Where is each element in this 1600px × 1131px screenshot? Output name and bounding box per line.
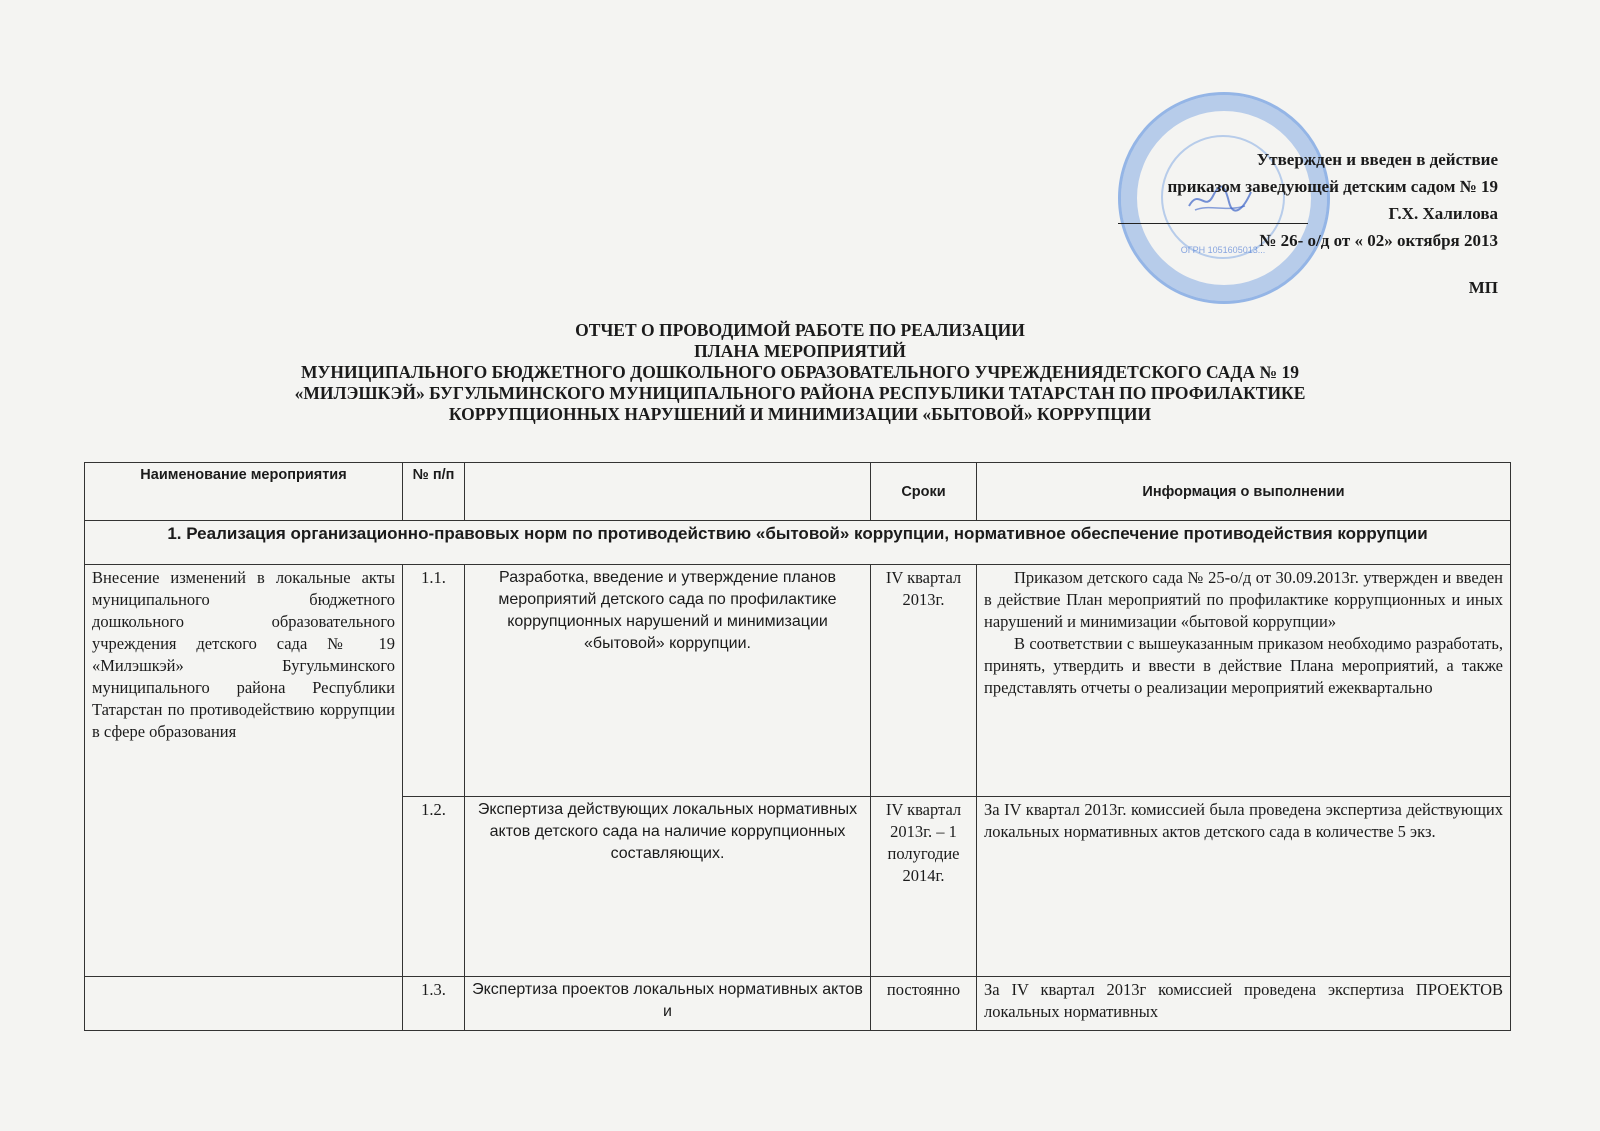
event-name-cell-empty — [85, 977, 403, 1031]
stamp-text: ОГРН 1051605013... — [1180, 245, 1266, 255]
header-event-name: Наименование мероприятия — [85, 463, 403, 521]
approval-line-1: Утвержден и введен в действие — [1256, 150, 1498, 169]
row-info — [977, 565, 1511, 797]
row-terms: IV квартал 2013г. – 1 полугодие 2014г. — [871, 797, 977, 977]
row-num: 1.3. — [403, 977, 465, 1031]
header-terms: Сроки — [871, 463, 977, 521]
row-info: За IV квартал 2013г. комиссией была проведена экспертиза действующих локальных нормативных актов детского сада в количестве 5 экз. — [977, 797, 1511, 977]
row-name: Экспертиза действующих локальных нормативных актов детского сада на наличие коррупционных составляющих. — [465, 797, 871, 977]
title-line-4: «МИЛЭШКЭЙ» БУГУЛЬМИНСКОГО МУНИЦИПАЛЬНОГО РАЙОНА РЕСПУБЛИКИ ТАТАРСТАН ПО ПРОФИЛАКТИКЕ — [294, 383, 1306, 403]
title-line-1: ОТЧЕТ О ПРОВОДИМОЙ РАБОТЕ ПО РЕАЛИЗАЦИИ — [575, 320, 1025, 340]
approval-line-2: приказом заведующей детским садом № 19 — [1167, 177, 1498, 196]
header-num: № п/п — [403, 463, 465, 521]
table-row — [85, 977, 1511, 1031]
table-header-row — [85, 463, 1511, 521]
approval-line-3: Г.Х. Халилова — [1388, 204, 1498, 223]
header-blank — [465, 463, 871, 521]
row-num: 1.2. — [403, 797, 465, 977]
table-row — [85, 565, 1511, 797]
signature-line — [1118, 223, 1308, 224]
row-terms: постоянно — [871, 977, 977, 1031]
event-name-cell: Внесение изменений в локальные акты муниципального бюджетного дошкольного образовательного учреждения детского сада № 19 «Милэшкэй» Бугульминского муниципального района Республики Татарстан по противодействию коррупции в сфере образования — [85, 565, 403, 977]
title-line-3: МУНИЦИПАЛЬНОГО БЮДЖЕТНОГО ДОШКОЛЬНОГО ОБРАЗОВАТЕЛЬНОГО УЧРЕЖДЕНИЯДЕТСКОГО САДА № 19 — [301, 362, 1299, 382]
row-terms: IV квартал 2013г. — [871, 565, 977, 797]
header-info: Информация о выполнении — [977, 463, 1511, 521]
approval-signature-row — [1028, 200, 1498, 227]
section-row — [85, 521, 1511, 565]
report-title — [120, 320, 1480, 425]
mp-label: МП — [1468, 278, 1498, 297]
row-info-paragraph-1: Приказом детского сада № 25-о/д от 30.09.2013г. утвержден и введен в действие План мероприятий по профилактике коррупционных и иных нарушений и минимизации «бытовой коррупции» — [984, 568, 1503, 631]
plan-table — [84, 462, 1511, 1031]
row-info-paragraph-2: В соответствии с вышеуказанным приказом необходимо разработать, принять, утвердить и ввести в действие Плана мероприятий, а также представлять отчеты о реализации мероприятий ежеквартально — [984, 634, 1503, 697]
section-1-title: 1. Реализация организационно-правовых норм по противодействию «бытовой» коррупции, нормативное обеспечение противодействия коррупции — [85, 521, 1511, 565]
row-info: За IV квартал 2013г комиссией проведена экспертиза ПРОЕКТОВ локальных нормативных — [977, 977, 1511, 1031]
approval-line-4: № 26- о/д от « 02» октября 2013 — [1259, 231, 1498, 250]
row-name: Разработка, введение и утверждение планов мероприятий детского сада по профилактике коррупционных нарушений и минимизации «бытовой» коррупции. — [465, 565, 871, 797]
title-line-5: КОРРУПЦИОННЫХ НАРУШЕНИЙ И МИНИМИЗАЦИИ «БЫТОВОЙ» КОРРУПЦИИ — [448, 404, 1152, 424]
row-name: Экспертиза проектов локальных нормативных актов и — [465, 977, 871, 1031]
approval-block — [1028, 146, 1498, 254]
row-num: 1.1. — [403, 565, 465, 797]
title-line-2: ПЛАНА МЕРОПРИЯТИЙ — [694, 341, 906, 361]
